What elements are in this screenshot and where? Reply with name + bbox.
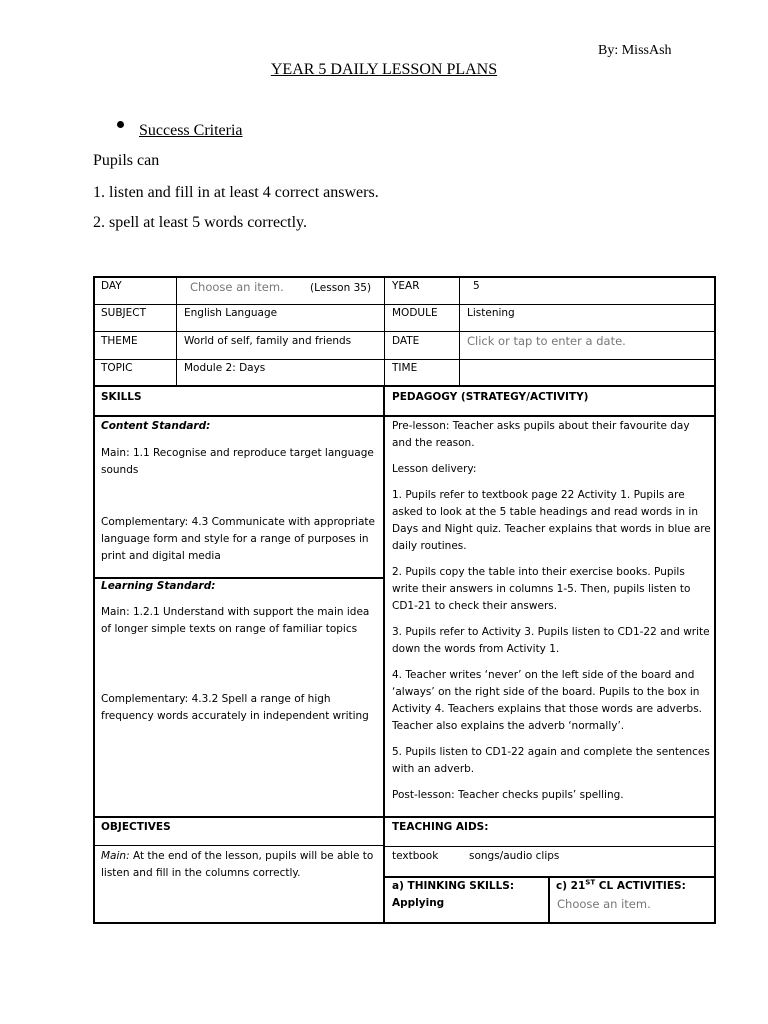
pupils-can-text: Pupils can [93,152,160,169]
step-3: 3. Pupils refer to Activity 3. Pupils listen to CD1-22 and write down the words from Activity 1. [392,626,710,655]
module-label: MODULE [392,307,438,319]
teaching-aid-textbook: textbook [392,850,439,862]
page-title: YEAR 5 DAILY LESSON PLANS [270,61,498,78]
pedagogy-heading: PEDAGOGY (STRATEGY/ACTIVITY) [392,391,589,403]
author-byline: By: MissAsh [598,43,672,58]
thinking-skills-heading: a) THINKING SKILLS: [392,880,515,892]
objectives-heading: OBJECTIVES [101,821,171,833]
cl-activities-heading [556,878,686,895]
lesson-number: (Lesson 35) [310,282,372,294]
cl-activities-select[interactable]: Choose an item. [557,897,651,911]
teaching-aids-heading: TEACHING AIDS: [392,821,489,833]
thinking-skills-value: Applying [392,897,445,909]
learning-standard-complementary: Complementary: 4.3.2 Spell a range of high frequency words accurately in independent writing [101,693,369,722]
post-lesson-text: Post-lesson: Teacher checks pupils’ spelling. [392,789,624,801]
criteria-item-2: 2. spell at least 5 words correctly. [93,214,308,231]
objectives-main [101,848,377,882]
year-label: YEAR [392,280,420,292]
objectives-main-label: Main: [101,850,130,862]
subject-value: English Language [184,307,278,319]
step-4: 4. Teacher writes ‘never’ on the left side of the board and ‘always’ on the right side of the board. Pupils to the box in Activity 4. Teachers explains that those words are adverbs. Teacher also explains the adverb ‘normally’. [392,669,703,732]
bullet-icon [117,121,124,128]
pedagogy-body [392,418,712,813]
time-label: TIME [392,362,418,374]
cl-heading-suffix: CL ACTIVITIES: [595,880,686,892]
topic-value: Module 2: Days [184,362,266,374]
objectives-main-text: At the end of the lesson, pupils will be able to listen and fill in the columns correctly. [101,850,374,879]
day-label: DAY [101,280,122,292]
step-2: 2. Pupils copy the table into their exercise books. Pupils write their answers in columns 1-5. Then, pupils listen to CD1-21 to check their answers. [392,566,691,612]
success-criteria-heading: Success Criteria [139,122,243,139]
year-value: 5 [473,280,480,292]
skills-heading: SKILLS [101,391,142,403]
learning-standard-heading: Learning Standard: [101,580,216,592]
date-picker[interactable]: Click or tap to enter a date. [467,334,626,348]
theme-label: THEME [101,335,138,347]
step-5: 5. Pupils listen to CD1-22 again and complete the sentences with an adverb. [392,746,710,775]
content-standard-complementary: Complementary: 4.3 Communicate with appropriate language form and style for a range of purposes in print and digital media [101,516,375,562]
content-standard-main: Main: 1.1 Recognise and reproduce target language sounds [101,447,374,476]
date-label: DATE [392,335,420,347]
pre-lesson-text: Pre-lesson: Teacher asks pupils about their favourite day and the reason. [392,420,690,449]
module-value: Listening [467,307,515,319]
theme-value: World of self, family and friends [184,335,352,347]
cl-heading-prefix: c) 21 [556,880,586,892]
content-standard-heading: Content Standard: [101,420,211,432]
topic-label: TOPIC [101,362,133,374]
cl-heading-sup: ST [585,878,596,887]
subject-label: SUBJECT [101,307,147,319]
criteria-item-1: 1. listen and fill in at least 4 correct answers. [93,184,379,201]
teaching-aid-audio: songs/audio clips [469,850,560,862]
learning-standard-main: Main: 1.2.1 Understand with support the main idea of longer simple texts on range of familiar topics [101,606,370,635]
day-select[interactable]: Choose an item. [190,280,284,294]
lesson-delivery-label: Lesson delivery: [392,463,477,475]
step-1: 1. Pupils refer to textbook page 22 Activity 1. Pupils are asked to look at the 5 table headings and read words in in Days and Night quiz. Teacher explains that words in blue are daily routines. [392,489,711,552]
